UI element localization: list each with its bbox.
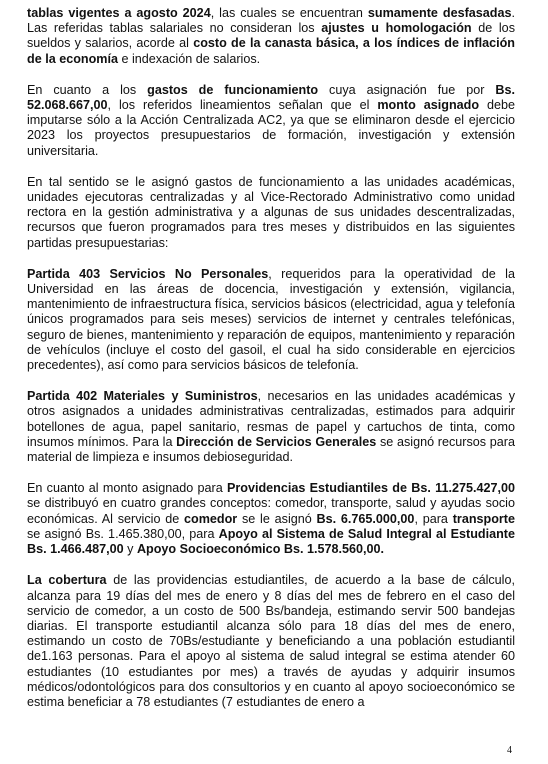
bold-text-segment: La cobertura bbox=[27, 573, 107, 588]
bold-text-segment: Bs. 52.068.667,00 bbox=[27, 82, 515, 113]
text-segment: , para bbox=[414, 511, 453, 526]
text-segment: de las providencias estudiantiles, de acuerdo a la base de cálculo, alcanza para 19 días del mes de enero y 8 días del mes de febrero en el caso del servicio de comedor, a un costo de 500 Bs/bandeja, estimando servir 500 bandejas diarias. El transporte estudiantil alcanza sólo para 18 días del mes de enero, estimando un costo de 70Bs/estudiante y beneficiando a una población estudiantil de1.163 personas. Para el apoyo al sistema de salud integral se estima atender 60 estudiantes (10 estudiantes por mes) a través de ayudas y adquirir insumos médicos/odontológicos para dos consultorios y en cuanto al apoyo socioeconómico se estima beneficiar a 78 estudiantes (7 estudiantes de enero a bbox=[27, 573, 515, 709]
bold-text-segment: Apoyo Socioeconómico Bs. 1.578.560,00. bbox=[136, 542, 385, 557]
page-number: 4 bbox=[507, 745, 512, 756]
text-segment: se asignó Bs. 1.465.380,00, para bbox=[27, 526, 219, 541]
text-segment: se asignó recursos para material de limpieza e insumos debioseguridad. bbox=[27, 434, 515, 465]
text-segment: cuya asignación fue por bbox=[318, 82, 496, 97]
text-segment: se le asignó bbox=[237, 511, 317, 526]
bold-text-segment: comedor bbox=[184, 511, 238, 526]
paragraph-partida-402 bbox=[27, 389, 515, 465]
text-segment: . Las referidas tablas salariales no consideran los bbox=[27, 6, 515, 36]
text-segment: , requeridos para la operatividad de la Universidad en las áreas de docencia, investigación y extensión, vigilancia, mantenimiento de infraestructura física, servicios básicos (electricidad, agua y telefonía únicos programados para seis meses) servicios de internet y centrales telefónicas, seguro de bienes, mantenimiento y reparación de equipos, mantenimiento y reparación de vehículos (incluye el costo del gasoil, el cual ha sido considerable en ejercicios precedentes), así como para servicios básicos de telefonía. bbox=[27, 266, 515, 373]
bold-text-segment: Partida 402 Materiales y Suministros bbox=[27, 389, 258, 404]
text-segment: e indexación de salarios. bbox=[118, 51, 261, 66]
paragraph-gastos-funcionamiento bbox=[27, 83, 515, 159]
paragraph-asignacion-unidades bbox=[27, 175, 515, 251]
document-body bbox=[27, 6, 515, 726]
bold-text-segment: Bs. 6.765.000,00 bbox=[316, 511, 415, 526]
text-segment: En cuanto a los bbox=[27, 82, 148, 97]
text-segment: , necesarios en las unidades académicas y otros asignados a unidades administrativas centralizadas, estimados para adquirir botellones de agua, papel sanitario, resmas de papel y cartuchos de tinta, como insumos mínimos. Para la bbox=[27, 389, 515, 449]
paragraph-cobertura bbox=[27, 573, 515, 710]
bold-text-segment: Partida 403 Servicios No Personales bbox=[27, 266, 269, 281]
text-segment: En cuanto al monto asignado para bbox=[27, 481, 227, 496]
bold-text-segment: gastos de funcionamiento bbox=[147, 82, 319, 97]
text-segment: y bbox=[123, 542, 137, 557]
bold-text-segment: costo de la canasta básica, a los índices de inflación de la economía bbox=[27, 36, 515, 66]
text-segment: En tal sentido se le asignó gastos de funcionamiento a las unidades académicas, unidades ejecutoras centralizadas y al Vice-Rectorado Administrativo como unidad rectora en la gestión administrativa y a algunas de sus unidades descentralizadas, recursos que fueron programados para tres meses y distribuidos en las siguientes partidas presupuestarias: bbox=[27, 174, 515, 250]
paragraph-tablas-salariales bbox=[27, 6, 515, 67]
text-segment: debe imputarse sólo a la Acción Centralizada AC2, ya que se eliminaron desde el ejercicio 2023 los proyectos presupuestarios de formación, investigación y extensión universitaria. bbox=[27, 98, 515, 158]
text-segment: de los sueldos y salarios, acorde al bbox=[27, 21, 515, 51]
bold-text-segment: monto asignado bbox=[377, 98, 480, 113]
bold-text-segment: transporte bbox=[452, 511, 515, 526]
bold-text-segment: sumamente desfasadas bbox=[367, 6, 512, 20]
text-segment: se distribuyó en cuatro grandes conceptos: comedor, transporte, salud y ayudas socio económicas. Al servicio de bbox=[27, 496, 515, 526]
bold-text-segment: Providencias Estudiantiles de Bs. 11.275.427,00 bbox=[226, 481, 515, 496]
bold-text-segment: Apoyo al Sistema de Salud Integral al Estudiante Bs. 1.466.487,00 bbox=[27, 526, 516, 557]
text-segment: , los referidos lineamientos señalan que el bbox=[107, 98, 378, 113]
bold-text-segment: ajustes u homologación bbox=[321, 21, 472, 36]
bold-text-segment: tablas vigentes a agosto 2024 bbox=[27, 6, 211, 20]
bold-text-segment: Dirección de Servicios Generales bbox=[176, 434, 377, 449]
paragraph-partida-403 bbox=[27, 267, 515, 373]
paragraph-providencias-estudiantiles bbox=[27, 481, 515, 557]
text-segment: , las cuales se encuentran bbox=[210, 6, 368, 20]
